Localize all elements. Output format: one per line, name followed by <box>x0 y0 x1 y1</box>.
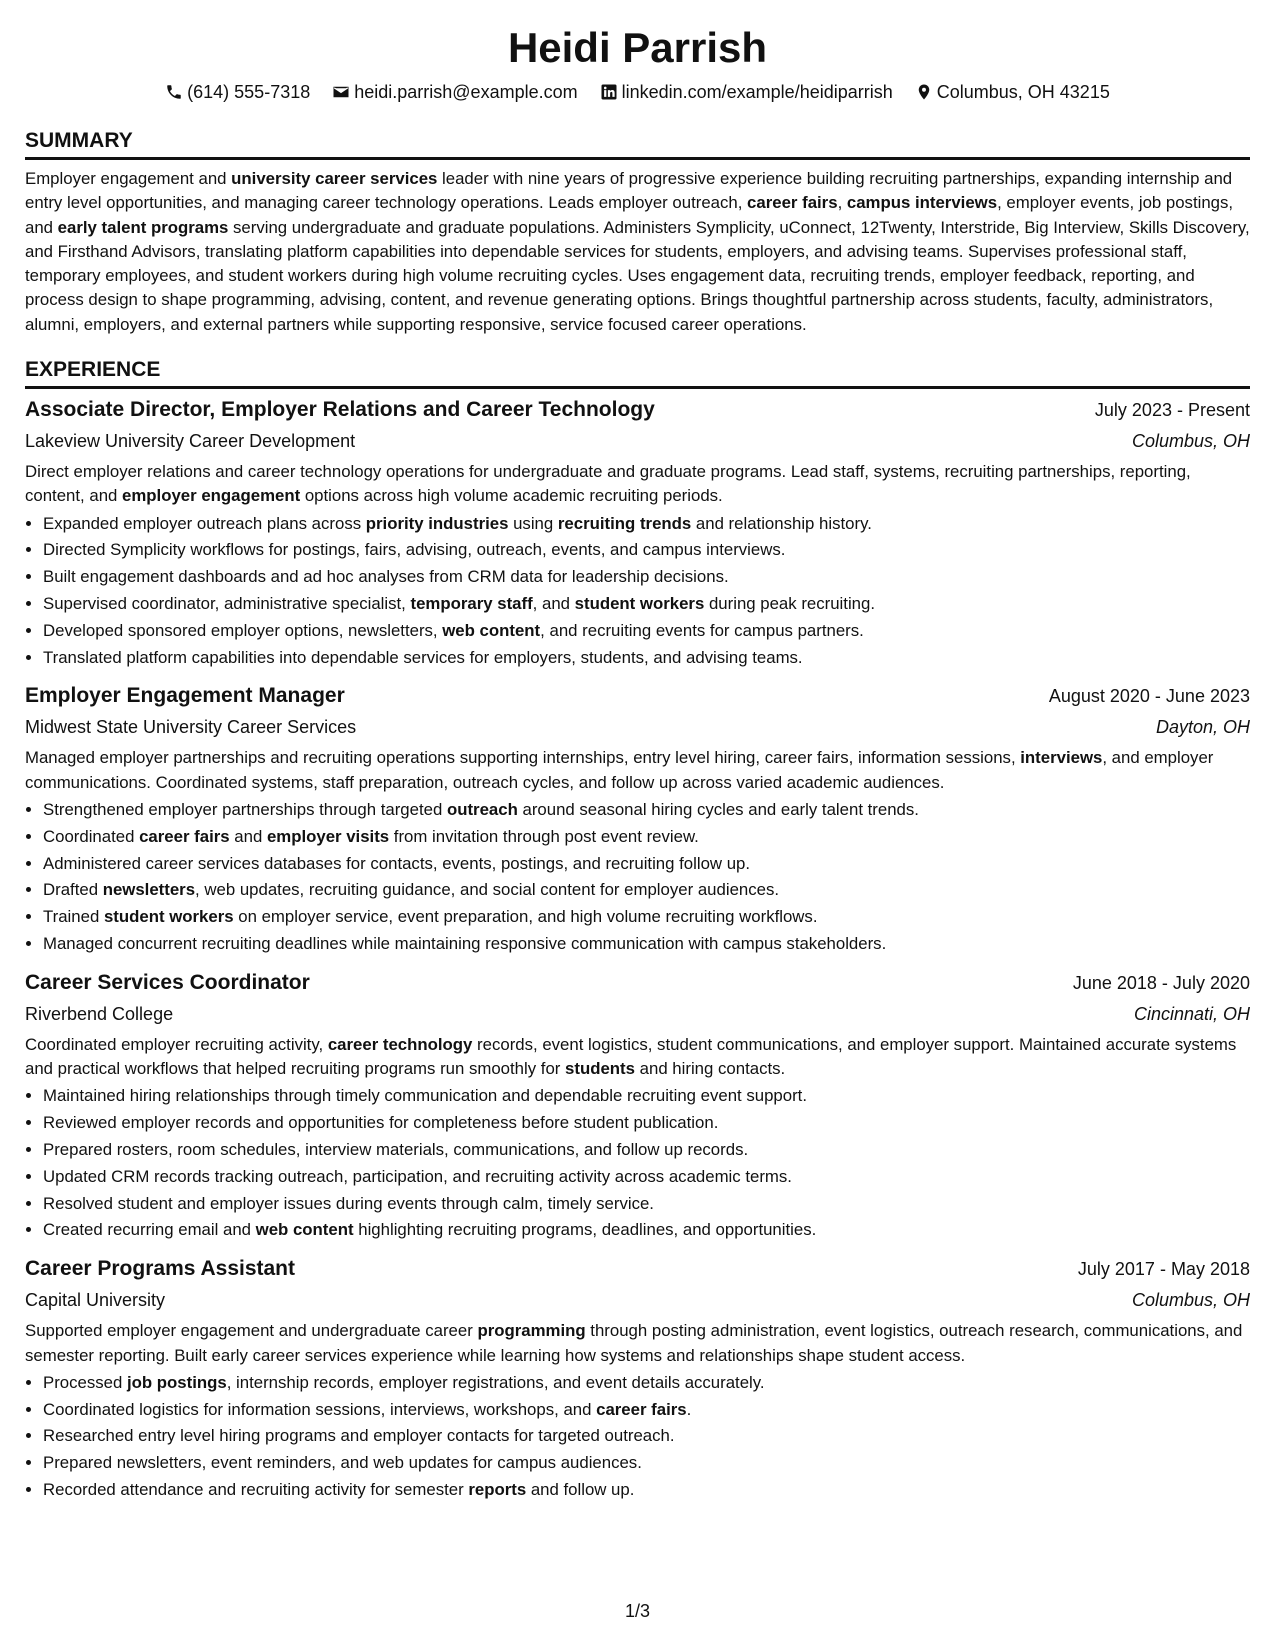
job-location: Cincinnati, OH <box>1133 1003 1250 1024</box>
job-header <box>25 1254 1250 1284</box>
job-subheader <box>25 712 1250 742</box>
job-bullet: • Reviewed employer records and opportunities for completeness before student publication. <box>43 1110 1250 1137</box>
job-bullet: • Researched entry level hiring programs and employer contacts for targeted outreach. <box>43 1423 1250 1450</box>
job-bullet: • Strengthened employer partnerships through targeted outreach around seasonal hiring cycles and early talent trends. <box>43 797 1250 824</box>
bold-phrase: early talent programs <box>57 217 229 237</box>
job-bullets <box>25 511 1250 672</box>
summary-section <box>25 128 1250 337</box>
bold-phrase: outreach <box>446 800 518 820</box>
contact-linkedin <box>600 80 893 104</box>
job-title: Career Programs Assistant <box>25 1257 296 1281</box>
job-bullet: • Recorded attendance and recruiting activity for semester reports and follow up. <box>43 1477 1250 1504</box>
job-bullet: • Supervised coordinator, administrative specialist, temporary staff, and student workers during peak recruiting. <box>43 591 1250 618</box>
bold-phrase: web content <box>442 620 541 640</box>
bold-phrase: university career services <box>231 169 438 188</box>
bold-phrase: temporary staff <box>410 594 533 614</box>
phone-icon <box>165 83 183 101</box>
job-dates: July 2023 - Present <box>1094 400 1250 421</box>
job-bullet: • Coordinated career fairs and employer visits from invitation through post event review. <box>43 824 1250 851</box>
job-bullet: • Built engagement dashboards and ad hoc analyses from CRM data for leadership decisions. <box>43 564 1250 591</box>
job-bullet: • Directed Symplicity workflows for postings, fairs, advising, outreach, events, and campus interviews. <box>43 537 1250 564</box>
job-organization: Lakeview University Career Development <box>25 431 356 452</box>
job-location: Dayton, OH <box>1155 717 1250 738</box>
job-bullet: • Resolved student and employer issues during events through calm, timely service. <box>43 1191 1250 1218</box>
bold-phrase: web content <box>255 1220 354 1240</box>
experience-heading: EXPERIENCE <box>25 357 1250 389</box>
summary-text: Employer engagement and university career services leader with nine years of progressive experience building recruiting partnerships, expanding internship and entry level opportunities, and managing career technology operations. Leads employer outreach, career fairs, campus interviews, employer events, job postings, and early talent programs serving undergraduate and graduate populations. Administers Symplicity, uConnect, 12Twenty, Interstride, Big Interview, Skills Discovery, and Firsthand Advisors, translating platform capabilities into dependable services for students, employers, and advising teams. Supervises professional staff, temporary employees, and student workers during high volume recruiting cycles. Uses engagement data, recruiting trends, employer feedback, reporting, and process design to shape programming, advising, content, and revenue generating options. Brings thoughtful partnership across students, faculty, administrators, alumni, employers, and external partners while supporting responsive, service focused career operations. <box>25 169 1250 334</box>
bold-phrase: campus interviews <box>846 193 998 213</box>
bold-phrase: priority industries <box>365 513 509 533</box>
job-description: Coordinated employer recruiting activity, career technology records, event logistics, student communications, and employer support. Maintained accurate systems and practical workflows that helped recruiting programs run smoothly for students and hiring contacts. <box>25 1034 1237 1079</box>
bold-phrase: newsletters <box>102 880 196 900</box>
job-bullet: • Processed job postings, internship records, employer registrations, and event details accurately. <box>43 1370 1250 1397</box>
bold-phrase: career fairs <box>139 826 230 846</box>
job-header <box>25 395 1250 425</box>
bold-phrase: programming <box>477 1321 586 1341</box>
bold-phrase: interviews <box>1020 748 1103 768</box>
linkedin-icon <box>600 83 618 101</box>
job-bullet: • Prepared rosters, room schedules, interview materials, communications, and follow up records. <box>43 1137 1250 1164</box>
job-bullet: • Translated platform capabilities into dependable services for employers, students, and advising teams. <box>43 645 1250 672</box>
job-list <box>25 395 1250 1504</box>
job-location: Columbus, OH <box>1131 1290 1250 1311</box>
contact-location <box>915 80 1110 104</box>
job-description: Supported employer engagement and undergraduate career programming through posting administration, event logistics, outreach research, communications, and semester reporting. Built early career services experience while learning how systems and relationships shape student access. <box>25 1321 1243 1365</box>
bold-phrase: career technology <box>327 1034 473 1054</box>
job-subheader <box>25 426 1250 456</box>
experience-section <box>25 357 1250 1504</box>
job-organization: Riverbend College <box>25 1003 174 1024</box>
job-entry <box>25 968 1250 1244</box>
job-entry <box>25 395 1250 671</box>
bold-phrase: recruiting trends <box>557 513 692 533</box>
job-entry <box>25 681 1250 957</box>
bold-phrase: employer engagement <box>122 486 301 506</box>
envelope-icon <box>332 83 350 101</box>
contact-linkedin-text[interactable]: linkedin.com/example/heidiparrish <box>621 82 893 102</box>
job-bullet: • Drafted newsletters, web updates, recruiting guidance, and social content for employer audiences. <box>43 877 1250 904</box>
job-bullet: • Maintained hiring relationships through timely communication and dependable recruiting event support. <box>43 1083 1250 1110</box>
job-header <box>25 681 1250 711</box>
job-bullet: • Managed concurrent recruiting deadlines while maintaining responsive communication with campus stakeholders. <box>43 931 1250 958</box>
job-dates: August 2020 - June 2023 <box>1048 686 1250 707</box>
job-bullets <box>25 797 1250 958</box>
job-dates: June 2018 - July 2020 <box>1072 972 1250 993</box>
job-header <box>25 968 1250 998</box>
job-bullet: • Administered career services databases for contacts, events, postings, and recruiting follow up. <box>43 851 1250 878</box>
job-bullet: • Expanded employer outreach plans across priority industries using recruiting trends and relationship history. <box>43 511 1250 538</box>
bold-phrase: career fairs <box>747 193 838 213</box>
job-bullet: • Developed sponsored employer options, newsletters, web content, and recruiting events for campus partners. <box>43 618 1250 645</box>
job-description: Managed employer partnerships and recruiting operations supporting internships, entry level hiring, career fairs, information sessions, interviews, and employer communications. Coordinated systems, staff preparation, outreach cycles, and follow up across varied academic audiences. <box>25 748 1214 792</box>
bold-phrase: students <box>565 1059 635 1079</box>
bold-phrase: job postings <box>126 1372 227 1392</box>
bold-phrase: student workers <box>103 907 234 927</box>
job-bullets <box>25 1370 1250 1504</box>
job-location: Columbus, OH <box>1131 431 1250 452</box>
job-bullet: • Trained student workers on employer service, event preparation, and high volume recruiting workflows. <box>43 904 1250 931</box>
job-description: Direct employer relations and career technology operations for undergraduate and graduate programs. Lead staff, systems, recruiting partnerships, reporting, content, and employer engagement options across high volume academic recruiting periods. <box>25 462 1191 506</box>
contact-phone-text[interactable]: (614) 555-7318 <box>187 82 311 102</box>
contact-location-text: Columbus, OH 43215 <box>936 82 1110 102</box>
job-organization: Midwest State University Career Services <box>25 717 357 738</box>
bold-phrase: career fairs <box>596 1399 687 1419</box>
page-indicator: 1/3 <box>624 1601 651 1621</box>
bold-phrase: reports <box>468 1479 527 1499</box>
job-subheader <box>25 999 1250 1029</box>
job-dates: July 2017 - May 2018 <box>1077 1259 1250 1280</box>
job-entry <box>25 1254 1250 1504</box>
job-organization: Capital University <box>25 1290 166 1311</box>
contact-bar <box>25 80 1250 104</box>
job-bullet: • Coordinated logistics for information sessions, interviews, workshops, and career fairs. <box>43 1397 1250 1424</box>
location-pin-icon <box>915 83 933 101</box>
bold-phrase: student workers <box>574 594 705 614</box>
job-bullet: • Created recurring email and web content highlighting recruiting programs, deadlines, and opportunities. <box>43 1217 1250 1244</box>
contact-email-text[interactable]: heidi.parrish@example.com <box>354 82 578 102</box>
job-bullet: • Updated CRM records tracking outreach, participation, and recruiting activity across academic terms. <box>43 1164 1250 1191</box>
candidate-name: Heidi Parrish <box>507 24 768 71</box>
job-bullets <box>25 1083 1250 1244</box>
job-title: Employer Engagement Manager <box>25 684 345 708</box>
job-title: Associate Director, Employer Relations and Career Technology <box>25 398 655 422</box>
job-title: Career Services Coordinator <box>25 970 310 994</box>
resume-page <box>25 18 1250 1504</box>
summary-heading: SUMMARY <box>25 128 1250 160</box>
job-bullet: • Prepared newsletters, event reminders, and web updates for campus audiences. <box>43 1450 1250 1477</box>
bold-phrase: employer visits <box>266 826 390 846</box>
contact-email <box>332 80 577 104</box>
contact-phone <box>165 80 310 104</box>
job-subheader <box>25 1285 1250 1315</box>
